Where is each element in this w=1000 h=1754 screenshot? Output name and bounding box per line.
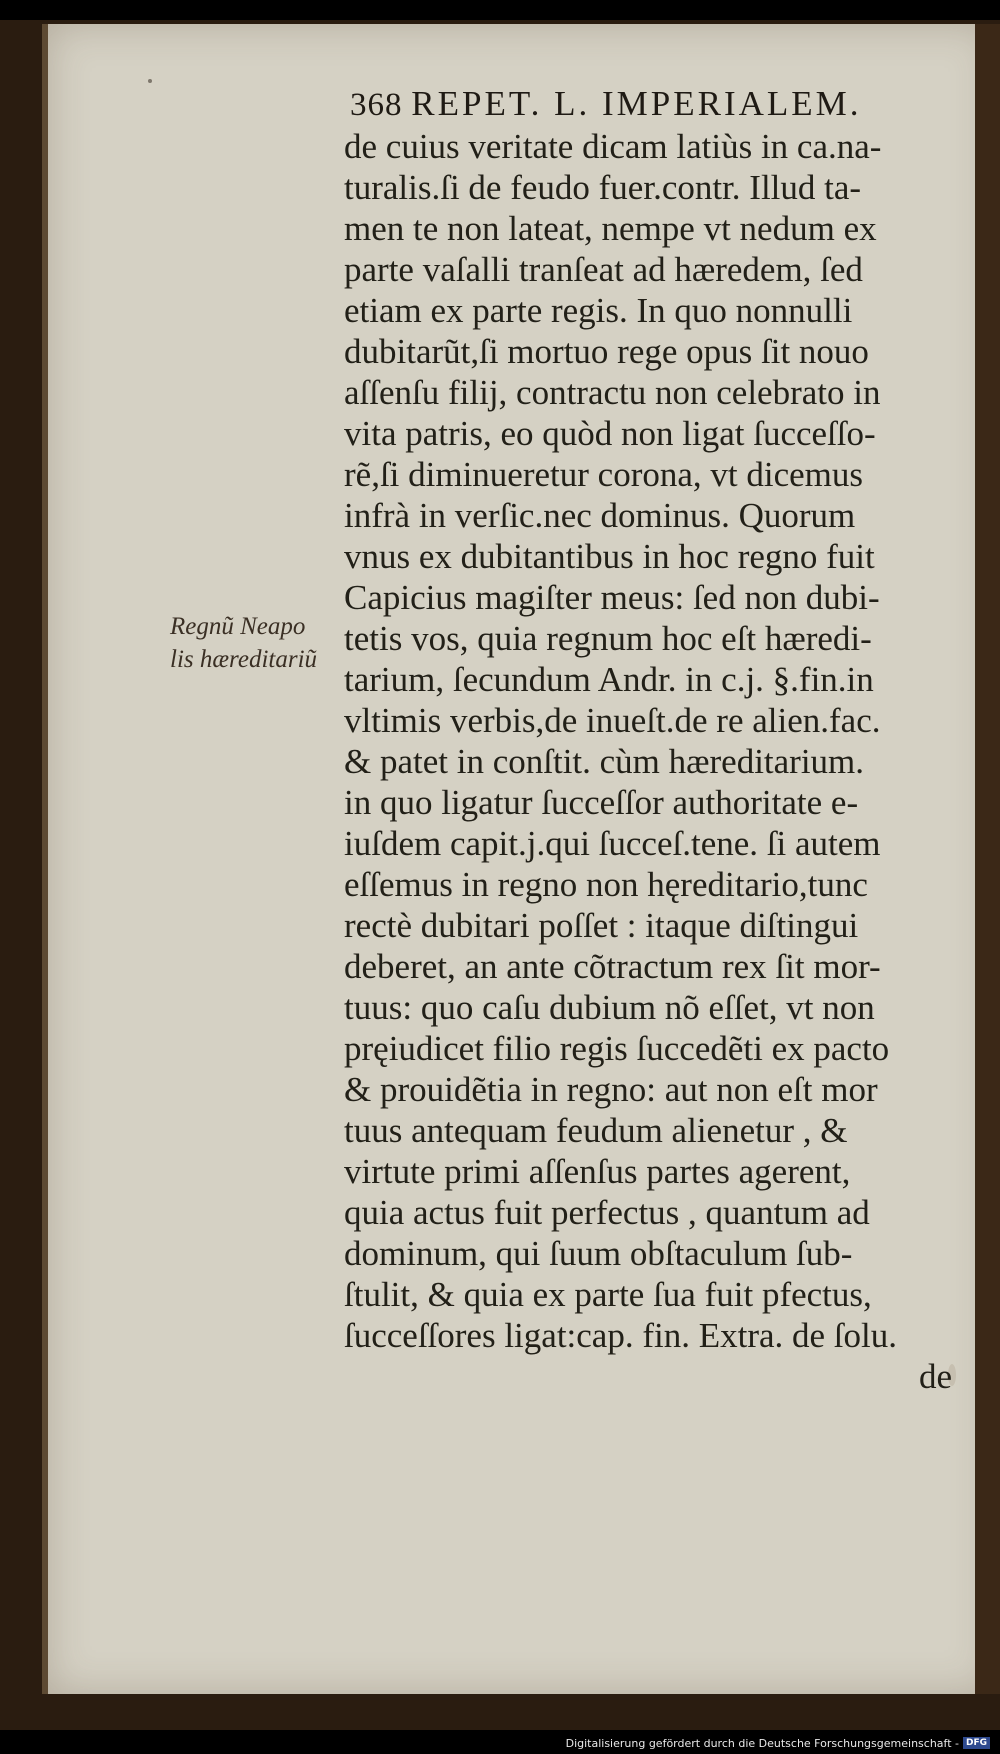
text-line: virtute primi aſſenſus partes agerent, xyxy=(344,1152,851,1191)
text-line: in quo ligatur ſucceſſor authoritate e- xyxy=(344,783,859,822)
catchword: de xyxy=(918,1357,952,1396)
page-number: 368 xyxy=(350,87,403,123)
text-line: infrà in verſic.nec dominus. Quorum xyxy=(344,496,856,535)
marginal-note xyxy=(170,610,340,676)
text-line: pręiudicet filio regis ſuccedẽti ex pacto xyxy=(344,1029,890,1068)
text-line: ſtulit, & quia ex parte ſua fuit pfectus, xyxy=(344,1275,872,1314)
text-line: quia actus fuit perfectus , quantum ad xyxy=(344,1193,870,1232)
text-line: tarium, ſecundum Andr. in c.j. §.fin.in xyxy=(344,660,874,699)
text-line: parte vaſalli tranſeat ad hæredem, ſed xyxy=(344,250,863,289)
text-line: rectè dubitari poſſet : itaque diſtingui xyxy=(344,906,859,945)
text-line: ſucceſſores ligat:cap. fin. Extra. de ſolu. xyxy=(344,1316,897,1355)
text-line: vita patris, eo quòd non ligat ſucceſſo- xyxy=(344,414,876,453)
text-line: eſſemus in regno non hęreditario,tunc xyxy=(344,865,868,904)
page-fore-edge xyxy=(975,24,1000,1694)
running-head: REPET. L. IMPERIALEM. xyxy=(411,84,862,123)
body-text xyxy=(344,126,964,1397)
text-line: tuus: quo caſu dubium nõ eſſet, vt non xyxy=(344,988,875,1027)
text-line: tuus antequam feudum alienetur , & xyxy=(344,1111,848,1150)
text-line: iuſdem capit.j.qui ſucceſ.tene. ſi autem xyxy=(344,824,881,863)
digitization-credit xyxy=(566,1734,990,1752)
dfg-logo: DFG xyxy=(963,1737,990,1749)
marginal-note-line: Regnũ Neapo xyxy=(170,613,306,640)
text-line: vltimis verbis,de inueſt.de re alien.fac. xyxy=(344,701,881,740)
text-line: vnus ex dubitantibus in hoc regno fuit xyxy=(344,537,875,576)
text-line: rẽ,ſi diminueretur corona, vt dicemus xyxy=(344,455,864,494)
text-line: dubitarũt,ſi mortuo rege opus ſit nouo xyxy=(344,332,869,371)
text-line: & patet in conſtit. cùm hæreditarium. xyxy=(344,742,865,781)
text-line: turalis.ſi de feudo fuer.contr. Illud ta- xyxy=(344,168,862,207)
text-line: de cuius veritate dicam latiùs in ca.na- xyxy=(344,127,882,166)
text-line: etiam ex parte regis. In quo nonnulli xyxy=(344,291,853,330)
text-line: Capicius magiſter meus: ſed non dubi- xyxy=(344,578,880,617)
text-line: deberet, an ante cõtractum rex ſit mor- xyxy=(344,947,881,986)
text-line: men te non lateat, nempe vt nedum ex xyxy=(344,209,877,248)
page-header xyxy=(350,84,950,130)
marginal-note-line: lis hæreditariũ xyxy=(170,646,318,673)
text-line: & prouidẽtia in regno: aut non eſt mor xyxy=(344,1070,878,1109)
credit-text: Digitalisierung gefördert durch die Deutsche Forschungsgemeinschaft - xyxy=(565,1736,959,1750)
text-line: tetis vos, quia regnum hoc eſt hæredi- xyxy=(344,619,872,658)
paper-speck xyxy=(148,79,152,83)
text-line: dominum, qui ſuum obſtaculum ſub- xyxy=(344,1234,853,1273)
text-line: aſſenſu filij, contractu non celebrato in xyxy=(344,373,881,412)
